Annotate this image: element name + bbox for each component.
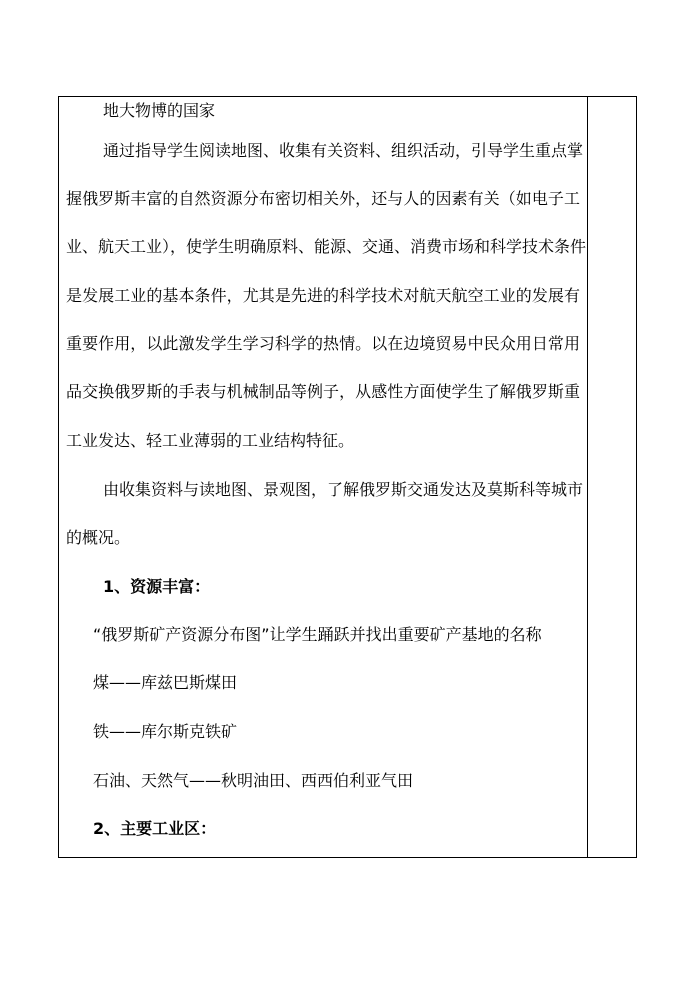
text-line-6: 重要作用，以此激发学生学习科学的热情。以在边境贸易中民众用日常用: [66, 334, 580, 353]
heading-resources: 1、资源丰富：: [103, 577, 211, 596]
table-frame: [58, 96, 637, 858]
text-line-7: 品交换俄罗斯的手表与机械制品等例子，从感性方面使学生了解俄罗斯重: [66, 382, 580, 401]
column-divider: [587, 96, 588, 858]
text-line-8: 工业发达、轻工业薄弱的工业结构特征。: [66, 431, 355, 450]
text-line-5: 是发展工业的基本条件，尤其是先进的科学技术对航天航空工业的发展有: [66, 286, 580, 305]
text-line-4: 业、航天工业），使学生明确原料、能源、交通、消费市场和科学技术条件: [66, 237, 587, 256]
text-line-3: 握俄罗斯丰富的自然资源分布密切相关外，还与人的因素有关（如电子工: [66, 189, 580, 208]
text-line-iron: 铁——库尔斯克铁矿: [93, 722, 238, 741]
text-line-coal: 煤——库兹巴斯煤田: [93, 673, 238, 692]
text-line-1: 地大物博的国家: [103, 101, 216, 120]
text-line-oil-gas: 石油、天然气——秋明油田、西西伯利亚气田: [93, 771, 414, 790]
text-line-9: 由收集资料与读地图、景观图，了解俄罗斯交通发达及莫斯科等城市: [103, 480, 584, 499]
heading-industrial-areas: 2、主要工业区：: [93, 819, 217, 838]
text-line-10: 的概况。: [66, 528, 131, 547]
text-line-12: “俄罗斯矿产资源分布图”让学生踊跃并找出重要矿产基地的名称: [93, 625, 542, 644]
text-line-2: 通过指导学生阅读地图、收集有关资料、组织活动，引导学生重点掌: [103, 141, 584, 160]
